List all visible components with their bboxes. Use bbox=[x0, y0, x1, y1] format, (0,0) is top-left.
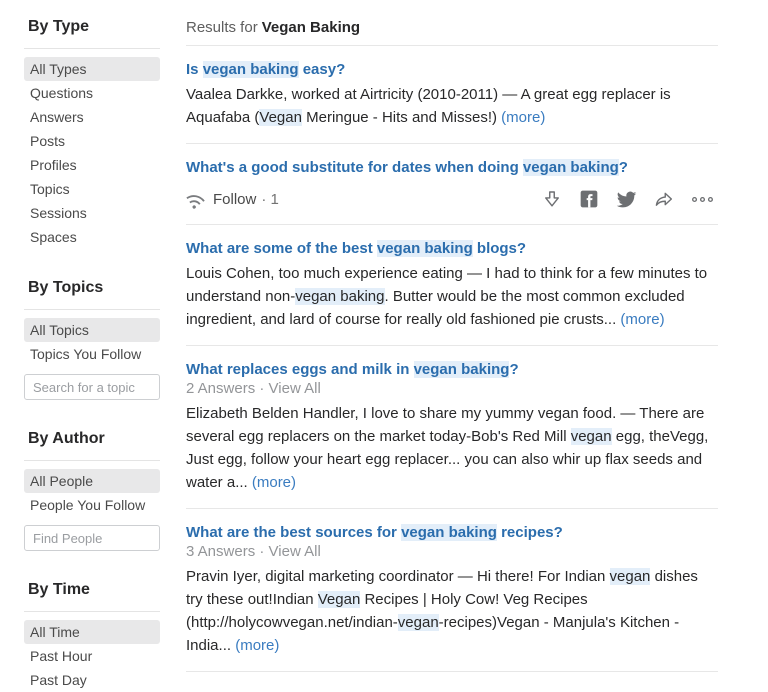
sidebar-item-all-people[interactable]: All People bbox=[24, 469, 160, 493]
text-segment: blogs? bbox=[472, 240, 527, 257]
twitter-icon bbox=[616, 189, 637, 210]
sidebar-input-by-topics[interactable] bbox=[24, 374, 160, 400]
result-title-link[interactable] bbox=[186, 239, 718, 258]
separator: · bbox=[255, 543, 269, 560]
result-title-link[interactable] bbox=[186, 523, 718, 542]
sidebar-section-title: By Time bbox=[24, 581, 160, 612]
separator: · bbox=[255, 380, 269, 397]
sidebar-list bbox=[24, 318, 160, 366]
highlighted-term: Vegan bbox=[259, 109, 302, 126]
search-result bbox=[186, 346, 718, 509]
sidebar-section-by-author bbox=[24, 430, 160, 551]
results-header bbox=[186, 18, 718, 46]
answers-count: 3 Answers bbox=[186, 543, 256, 560]
sidebar-list bbox=[24, 469, 160, 517]
text-segment: Vaalea Darkke, worked at Airtricity (2010-2011) — A great egg replacer is Aquafaba ( bbox=[186, 86, 671, 126]
highlighted-term: Vegan bbox=[317, 591, 361, 608]
results-list bbox=[186, 46, 718, 672]
text-segment: Pravin Iyer, digital marketing coordinator — Hi there! For Indian bbox=[186, 568, 610, 585]
sidebar-item-topics[interactable]: Topics bbox=[30, 181, 70, 197]
sidebar-item-all-types[interactable]: All Types bbox=[24, 57, 160, 81]
sidebar-section-by-topics bbox=[24, 279, 160, 400]
sidebar-section-by-time bbox=[24, 581, 160, 692]
sidebar-section-title: By Author bbox=[24, 430, 160, 461]
highlighted-term: vegan baking bbox=[295, 288, 385, 305]
highlighted-term: vegan baking bbox=[413, 361, 510, 378]
action-icons bbox=[538, 187, 718, 212]
downvote-icon bbox=[542, 189, 562, 209]
sidebar-item-past-hour[interactable]: Past Hour bbox=[30, 648, 93, 664]
result-action-bar bbox=[186, 188, 718, 210]
facebook-button[interactable] bbox=[575, 187, 603, 211]
sidebar-item-spaces[interactable]: Spaces bbox=[30, 229, 77, 245]
sidebar-item-profiles[interactable]: Profiles bbox=[30, 157, 77, 173]
highlighted-term: vegan baking bbox=[522, 159, 619, 176]
result-snippet bbox=[186, 565, 718, 657]
answers-count: 2 Answers bbox=[186, 380, 256, 397]
more-link[interactable]: (more) bbox=[501, 109, 546, 126]
sidebar-item-all-time[interactable]: All Time bbox=[24, 620, 160, 644]
result-snippet bbox=[186, 83, 718, 129]
search-results-main bbox=[186, 18, 718, 692]
facebook-icon bbox=[579, 189, 599, 209]
search-result bbox=[186, 225, 718, 346]
sidebar-item-topics-you-follow[interactable]: Topics You Follow bbox=[30, 346, 142, 362]
text-segment: recipes? bbox=[496, 524, 563, 541]
text-segment: What are the best sources for bbox=[186, 524, 402, 541]
sidebar-section-title: By Topics bbox=[24, 279, 160, 310]
sidebar-section-by-type bbox=[24, 18, 160, 249]
results-for-label: Results for bbox=[186, 19, 258, 36]
downvote-button[interactable] bbox=[538, 187, 566, 211]
sidebar-list bbox=[24, 620, 160, 692]
highlighted-term: vegan bbox=[609, 568, 651, 585]
search-result bbox=[186, 46, 718, 144]
text-segment: What's a good substitute for dates when doing bbox=[186, 159, 523, 176]
sidebar-input-by-author[interactable] bbox=[24, 525, 160, 551]
share-button[interactable] bbox=[650, 187, 678, 211]
result-title-link[interactable] bbox=[186, 360, 718, 379]
more-link[interactable]: (more) bbox=[251, 474, 297, 491]
sidebar-item-questions[interactable]: Questions bbox=[30, 85, 94, 101]
highlighted-term: vegan baking bbox=[376, 240, 473, 257]
view-all-link[interactable]: View All bbox=[268, 380, 321, 397]
twitter-button[interactable] bbox=[612, 187, 641, 212]
search-result bbox=[186, 509, 718, 672]
share-icon bbox=[654, 189, 674, 209]
search-result bbox=[186, 144, 718, 225]
follow-button[interactable] bbox=[186, 190, 256, 209]
highlighted-term: vegan baking bbox=[202, 61, 299, 78]
follow-label: Follow bbox=[213, 190, 257, 208]
text-segment: What are some of the best bbox=[186, 240, 377, 257]
result-title-link[interactable] bbox=[186, 60, 718, 79]
result-snippet bbox=[186, 262, 718, 331]
text-segment: Is bbox=[186, 61, 203, 78]
sidebar-item-all-topics[interactable]: All Topics bbox=[24, 318, 160, 342]
result-meta bbox=[186, 380, 718, 398]
text-segment: -recipes)Vegan - Manjula's Kitchen - India... bbox=[186, 614, 680, 654]
text-segment: Meringue - Hits and Misses!) bbox=[301, 109, 502, 126]
text-segment: What replaces eggs and milk in bbox=[186, 361, 414, 378]
sidebar-item-answers[interactable]: Answers bbox=[30, 109, 84, 125]
text-segment: . Butter would be the most common excluded ingredient, and lard of course for really old fashioned pie crusts... bbox=[186, 288, 685, 328]
more-link[interactable]: (more) bbox=[235, 637, 280, 654]
text-segment: Recipes | Holy Cow! Veg Recipes (http://holycowvegan.net/indian- bbox=[186, 591, 588, 631]
sidebar-section-title: By Type bbox=[24, 18, 160, 49]
sidebar-list bbox=[24, 57, 160, 249]
filters-sidebar bbox=[24, 18, 160, 692]
text-segment: ? bbox=[509, 361, 519, 378]
text-segment: Louis Cohen, too much experience eating — I had to think for a few minutes to understand non- bbox=[186, 265, 708, 305]
text-segment: ? bbox=[618, 159, 628, 176]
highlighted-term: vegan baking bbox=[401, 524, 497, 541]
result-snippet bbox=[186, 402, 718, 494]
text-segment: easy? bbox=[298, 61, 346, 78]
highlighted-term: vegan bbox=[397, 614, 439, 631]
text-segment: Elizabeth Belden Handler, I love to share my yummy vegan food. — There are several egg replacers on the market today-Bob's Red Mill bbox=[186, 405, 705, 445]
follow-count: · 1 bbox=[261, 190, 279, 208]
text-segment: egg, theVegg, Just egg, follow your heart egg replacer... you can also whir up flax seeds and water a... bbox=[186, 428, 709, 491]
highlighted-term: vegan bbox=[570, 428, 612, 445]
result-title-link[interactable] bbox=[186, 158, 718, 177]
view-all-link[interactable]: View All bbox=[268, 543, 321, 560]
result-meta bbox=[186, 543, 718, 561]
more-options-icon bbox=[691, 195, 714, 204]
sidebar-item-people-you-follow[interactable]: People You Follow bbox=[30, 497, 146, 513]
rss-icon bbox=[186, 190, 205, 209]
more-link[interactable]: (more) bbox=[620, 311, 665, 328]
more-options-button[interactable] bbox=[687, 193, 718, 206]
sidebar-item-sessions[interactable]: Sessions bbox=[30, 205, 87, 221]
text-segment: dishes try these out!Indian bbox=[186, 568, 698, 608]
sidebar-item-posts[interactable]: Posts bbox=[30, 133, 66, 149]
search-query: Vegan Baking bbox=[261, 19, 361, 36]
sidebar-item-past-day[interactable]: Past Day bbox=[30, 672, 87, 688]
